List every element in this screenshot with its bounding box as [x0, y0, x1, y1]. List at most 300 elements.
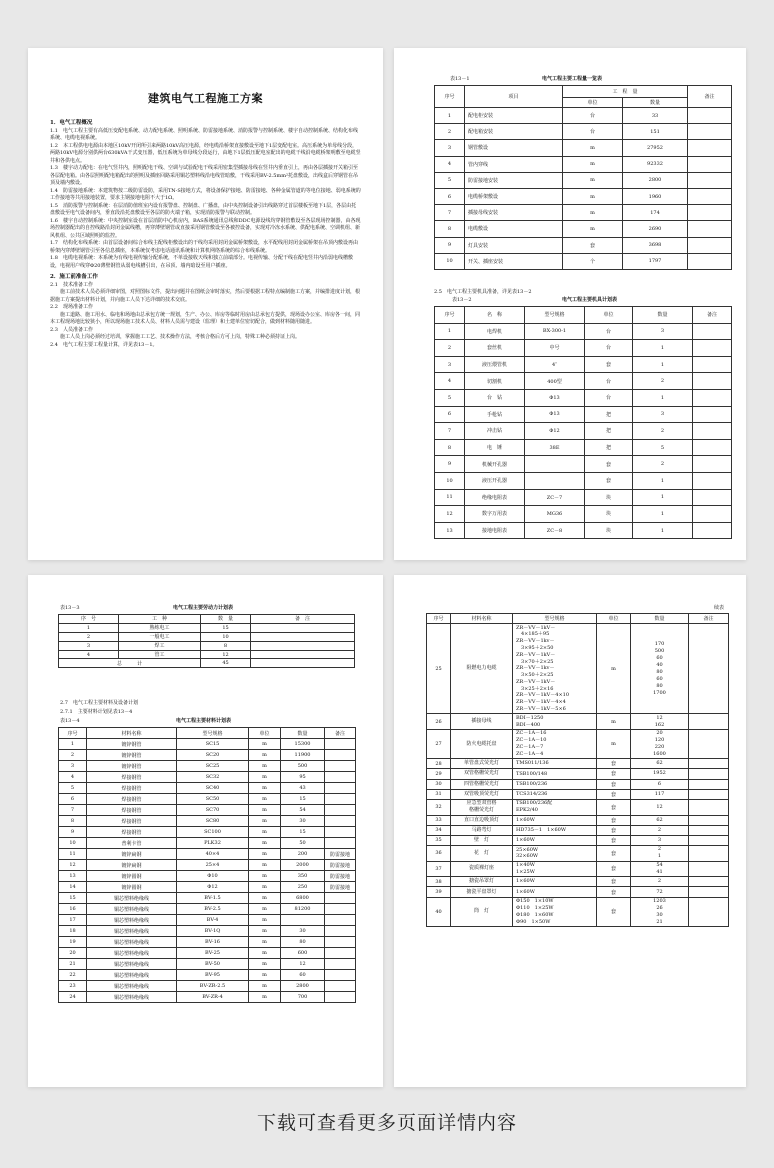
table-cell: 15: [201, 623, 251, 632]
table-cell: 一般电工: [119, 632, 201, 641]
table-cell: 数字万用表: [465, 506, 525, 523]
table-row: [59, 970, 356, 981]
table-continued: [426, 613, 729, 927]
table-row: [59, 882, 356, 893]
table-cell: 7: [435, 205, 465, 221]
table-row: [435, 140, 732, 156]
table-row: [435, 489, 732, 506]
table-cell: 块: [585, 522, 633, 539]
table-row: [435, 406, 732, 423]
table-cell: 2: [633, 373, 693, 390]
table-cell: [689, 624, 729, 714]
table-cell: 20: [59, 948, 87, 959]
table-cell: 液压煨管机: [465, 356, 525, 373]
table-cell: 熟练电工: [119, 623, 201, 632]
table-cell: 个: [563, 253, 623, 269]
section-text: 2.7 电气工程主要材料及设备计划: [60, 700, 138, 706]
table-cell: [325, 794, 356, 805]
table-cell: 6: [435, 406, 465, 423]
table-row: [59, 948, 356, 959]
table-row: [427, 769, 729, 779]
table-cell: 2: [435, 340, 465, 357]
table-cell: 冲击钻: [465, 423, 525, 440]
table-cell: m: [249, 827, 281, 838]
table-cell: 镀锌扁钢: [87, 860, 177, 871]
paragraph: 1.8 电缆电视系统：本系统为有线电视传输分配系统，不单设接收天线和独立前端部分。电视传输、分配干线在配电竖井内沿弱电线槽敷设，电视用户线穿Φ20薄壁钢管从弱电线槽引出，在吊顶、墙内暗设至用户插座。: [50, 255, 353, 269]
section-heading: 1．电气工程概况: [50, 120, 93, 126]
header-cell: 型号规格: [513, 614, 597, 624]
table-row: [435, 188, 732, 204]
table-cell: 铜芯塑料绝缘线: [87, 926, 177, 937]
table-cell: 170 500 60 40 80 60 80 1700: [631, 624, 689, 714]
table-cell: 12: [631, 799, 689, 815]
table-cell: 12 162: [631, 714, 689, 730]
table-cell: 铜芯塑料绝缘线: [87, 959, 177, 970]
table-cell: 铜芯塑料绝缘线: [87, 904, 177, 915]
table-13-4: [58, 727, 356, 1003]
paragraph: 1.5 消防报警与控制系统：在层消防值班室内设有报警盘、控制盘、广播盘，由中央控制设备引出线路穿过首层楼板至地下1层，各层由托盘敷设至电气设备间内，垂直段沿托盘敷设至各层的防火端子箱，实现消防报警与联动控制。: [50, 202, 357, 216]
table-cell: 花 灯: [451, 846, 513, 862]
table-cell: m: [249, 739, 281, 750]
header-cell: 名 称: [465, 307, 525, 324]
table-cell: 25×60W 32×60W: [513, 846, 597, 862]
table-cell: [693, 406, 732, 423]
table-cell: [689, 861, 729, 877]
table-cell: 30: [427, 779, 451, 789]
table-cell: 套: [597, 779, 631, 789]
table-cell: 钢管敷设: [465, 140, 563, 156]
table-cell: 33: [427, 815, 451, 825]
table-cell: 8: [59, 816, 87, 827]
paragraph: 1.7 结构化布线系统：由首层设备间综合布线主配线柜敷设出的干线均采用封闭金属桥架敷设，水平配线用封闭金属桥架在吊顶内敷设再由桥架内穿薄壁钢管引至各信息插座，本系统仅考虑电话通讯系统和计算机网络系统的综合布线系统。: [50, 240, 358, 254]
table-row: [427, 789, 729, 799]
total-label: 总 计: [59, 659, 201, 668]
table-cell: 防雷接地: [325, 849, 356, 860]
table-cell: [325, 959, 356, 970]
table-cell: m: [249, 838, 281, 849]
table-cell: m: [249, 849, 281, 860]
table-cell: BV-1.5: [177, 893, 249, 904]
table-cell: m: [249, 970, 281, 981]
table-row: [59, 641, 355, 650]
table-row: [435, 423, 732, 440]
table-cell: m: [249, 882, 281, 893]
table-cell: [688, 108, 732, 124]
table-cell: 62: [631, 815, 689, 825]
table-cell: 套: [597, 877, 631, 887]
table-cell: BV-ZR-2.5: [177, 981, 249, 992]
table-cell: 700: [281, 992, 325, 1003]
table-row: [435, 456, 732, 473]
header-cell: 序号: [59, 728, 87, 739]
table-cell: [325, 893, 356, 904]
table-cell: [325, 904, 356, 915]
table-cell: [325, 937, 356, 948]
table-row: [427, 729, 729, 758]
table-cell: m: [249, 871, 281, 882]
table-row: [427, 815, 729, 825]
table-cell: 92332: [623, 156, 688, 172]
table-cell: 配电箱安装: [465, 124, 563, 140]
table-cell: 9: [435, 456, 465, 473]
table-row: [59, 623, 355, 632]
table-cell: m: [249, 783, 281, 794]
table-cell: 2: [631, 877, 689, 887]
paragraph: 1.2 本工程供电电源由本地区10kV开闭所引来两路10kV高压电源，经电缆沿桥架直接敷设至地下1层变配电室。高压系统为单母线分段，两路10kV电源分别供两台630kVA干式变压器，低压系统为单母线分段运行，由地下1层低压配电室配出的电缆干线沿电缆桥架明敷至电缆竖井和各供电点。: [50, 142, 361, 164]
table-cell: 3: [633, 406, 693, 423]
table-row: [427, 759, 729, 769]
table-cell: 2 1: [631, 846, 689, 862]
table-cell: 23: [59, 981, 87, 992]
section-text: 2.7.1 主要材料计划见表13－4: [60, 709, 133, 715]
table-row: [435, 253, 732, 269]
table-cell: 13: [435, 522, 465, 539]
table-cell: m: [249, 860, 281, 871]
table-cell: 11: [435, 489, 465, 506]
table-cell: [693, 356, 732, 373]
table-cell: 2: [633, 456, 693, 473]
table-row: [59, 632, 355, 641]
table-cell: 块: [585, 489, 633, 506]
header-cell: 单位: [249, 728, 281, 739]
table-cell: 15: [281, 827, 325, 838]
table-cell: 27952: [623, 140, 688, 156]
table-cell: 14: [59, 882, 87, 893]
table-row: [427, 846, 729, 862]
table-cell: 台: [563, 108, 623, 124]
table-cell: 3: [435, 356, 465, 373]
table-row: [427, 714, 729, 730]
table-cell: 500: [281, 761, 325, 772]
table-13-2: [434, 306, 732, 539]
table-row: [59, 783, 356, 794]
table-cell: 6: [631, 779, 689, 789]
table-cell: 16: [59, 904, 87, 915]
table-cell: 1: [633, 506, 693, 523]
table-cell: 39: [427, 887, 451, 897]
table-cell: [251, 623, 355, 632]
table-cell: 7: [59, 805, 87, 816]
table-cell: BV-25: [177, 948, 249, 959]
table-cell: m: [563, 140, 623, 156]
table-cell: 6: [435, 188, 465, 204]
table-cell: 72: [631, 887, 689, 897]
table-cell: 25×4: [177, 860, 249, 871]
table-cell: 3: [435, 140, 465, 156]
table-cell: 1: [633, 522, 693, 539]
header-cell: 型号规格: [177, 728, 249, 739]
table-cell: 11: [59, 849, 87, 860]
table-cell: 配电柜安装: [465, 108, 563, 124]
table-cell: m: [563, 221, 623, 237]
header-cell: 单位: [597, 614, 631, 624]
table-cell: m: [249, 805, 281, 816]
table-cell: 2: [631, 825, 689, 835]
table-cell: 防雷接地: [325, 882, 356, 893]
table-row: [59, 650, 355, 659]
table-cell: [688, 237, 732, 253]
table-cell: [325, 838, 356, 849]
table-cell: 1×60W: [513, 835, 597, 845]
table-cell: 5: [435, 389, 465, 406]
table-cell: 4: [59, 650, 119, 659]
table-row: [59, 794, 356, 805]
table-cell: SC70: [177, 805, 249, 816]
table-cell: 1: [633, 356, 693, 373]
table-cell: 把: [585, 439, 633, 456]
table-cell: m: [249, 772, 281, 783]
paragraph: 1.6 楼宇自动控制系统：中央控制室设在首层消防中心机房内，BAS系统通讯总线和DDC电源设线均穿钢管敷设至各层现场控制器，由各现场控制器配出的自控线路沿封闭金属线槽，再穿薄壁钢管或直接采用钢管敷设至各被控设备，实现对冷冻水系统、供配电系统、空调机组、新风机组、公共区域照明的监控。: [50, 217, 361, 239]
table-cell: [689, 835, 729, 845]
table-cell: 液压开孔器: [465, 472, 525, 489]
table-cell: 22: [59, 970, 87, 981]
table-cell: 1797: [623, 253, 688, 269]
table-cell: [693, 323, 732, 340]
table-cell: 50: [281, 838, 325, 849]
table-cell: 套: [597, 897, 631, 926]
table-cell: 30: [281, 926, 325, 937]
table-cell: [325, 739, 356, 750]
table-cell: 电焊机: [465, 323, 525, 340]
header-cell: 序 号: [59, 615, 119, 624]
table-cell: 套: [597, 815, 631, 825]
table-cell: [689, 714, 729, 730]
table-cell: 镀锌圆钢: [87, 882, 177, 893]
table-cell: 双管吸顶荧光灯: [451, 789, 513, 799]
table-cell: 套: [597, 835, 631, 845]
table-cell: BV-1Q: [177, 926, 249, 937]
table-row: [435, 124, 732, 140]
table-cell: 1: [633, 472, 693, 489]
table-cell: 174: [623, 205, 688, 221]
table-row: [427, 887, 729, 897]
table-cell: [693, 340, 732, 357]
header-cell: 单位: [585, 307, 633, 324]
table-row: [59, 959, 356, 970]
header-cell: 备注: [693, 307, 732, 324]
table-row: [435, 221, 732, 237]
table-cell: 11900: [281, 750, 325, 761]
table-cell: 套: [597, 825, 631, 835]
table-cell: 套: [597, 759, 631, 769]
header-cell: 数量: [281, 728, 325, 739]
table-cell: 焊接钢管: [87, 827, 177, 838]
table-row: [59, 750, 356, 761]
table-row: [59, 772, 356, 783]
table-cell: 60: [281, 970, 325, 981]
table-cell: 2: [633, 423, 693, 440]
table-cell: 套: [597, 789, 631, 799]
table-cell: [689, 789, 729, 799]
table-cell: [693, 439, 732, 456]
table-cell: 1: [633, 489, 693, 506]
table-cell: 电 锤: [465, 439, 525, 456]
table-cell: 电缆桥架敷设: [465, 188, 563, 204]
paragraph: 1.1 电气工程主要有高低压变配电系统、动力配电系统、照明系统、防雷接地系统、消防报警与控制系统、楼宇自动控制系统、结构化布线系统、电缆电视系统。: [50, 127, 358, 141]
table-13-1: [434, 85, 732, 270]
table-row: [435, 237, 732, 253]
table-cell: 把: [585, 406, 633, 423]
table-cell: 7: [435, 423, 465, 440]
table-cell: 管工: [119, 650, 201, 659]
table-cell: [689, 759, 729, 769]
table-cell: 套: [585, 356, 633, 373]
table-cell: 手枪钻: [465, 406, 525, 423]
table-cell: BX-300-1: [525, 323, 585, 340]
table-cell: m: [249, 981, 281, 992]
table-cell: 6: [59, 794, 87, 805]
table-cell: 2800: [623, 172, 688, 188]
table-cell: 24: [59, 992, 87, 1003]
table-row: [427, 877, 729, 887]
table-cell: 18: [59, 926, 87, 937]
table-label: 表13－3: [60, 605, 80, 611]
table-cell: 插接母线: [451, 714, 513, 730]
table-cell: 套: [585, 472, 633, 489]
table-cell: [688, 188, 732, 204]
table-cell: [688, 156, 732, 172]
table-cell: HD735－1 1×60W: [513, 825, 597, 835]
document-page-2: [394, 48, 746, 560]
table-cell: 1952: [631, 769, 689, 779]
table-cell: 36: [427, 846, 451, 862]
table-row: [59, 904, 356, 915]
table-cell: 3: [59, 641, 119, 650]
paragraph: 2.2 现场准备工作: [50, 304, 93, 310]
table-row: [427, 799, 729, 815]
table-cell: 10: [435, 472, 465, 489]
table-row: [435, 323, 732, 340]
table-cell: 54: [281, 805, 325, 816]
table-cell: ZC－7: [525, 489, 585, 506]
paragraph: 2.1 技术准备工作: [50, 281, 93, 288]
table-cell: 8: [201, 641, 251, 650]
table-row: [59, 992, 356, 1003]
table-cell: 1: [59, 739, 87, 750]
paragraph: 施工道路、施工用水、临电和场地由总承包方统一规划，生产、办公、库房等临时用房由总承包方提供，现场设办公室、库房各一间，同本工程现场地比较狭小，所以现场施工技术人员、材料人员需与建设（监理）和土建单位密切配合，做到材料随用随进。: [50, 311, 361, 325]
table-cell: 12: [201, 650, 251, 659]
table-cell: SC15: [177, 739, 249, 750]
header-cell: 工 种: [119, 615, 201, 624]
table-cell: 1203 26 30 21: [631, 897, 689, 926]
table-cell: 套: [597, 887, 631, 897]
table-row: [435, 373, 732, 390]
table-row: [427, 624, 729, 714]
header-cell: 型号规格: [525, 307, 585, 324]
document-body: [50, 120, 361, 349]
table-cell: SC80: [177, 816, 249, 827]
header-cell: 工 程 量: [563, 86, 688, 98]
table-cell: [689, 877, 729, 887]
table-cell: Φ10: [177, 871, 249, 882]
table-cell: ZC－8: [525, 522, 585, 539]
document-page-3: [28, 575, 383, 1087]
header-cell: 数 量: [201, 615, 251, 624]
header-cell: 单位: [563, 98, 623, 108]
paragraph: 施工人员上岗必须经过培训，掌握施工工艺、技术操作方法，考核合格后方可上岗，特殊工种必须持证上岗。: [50, 334, 301, 340]
table-cell: 单管盘式荧光灯: [451, 759, 513, 769]
table-cell: m: [563, 205, 623, 221]
table-cell: BV-2.5: [177, 904, 249, 915]
footer-banner: 下载可查看更多页面详情内容: [256, 1112, 517, 1134]
table-cell: [693, 456, 732, 473]
document-page-1: [28, 48, 383, 560]
table-label: 表13－4: [60, 718, 80, 724]
table-cell: 直口直边吸顶灯: [451, 815, 513, 825]
table-cell: 防雷接地安装: [465, 172, 563, 188]
table-cell: MG36: [525, 506, 585, 523]
table-row: [435, 522, 732, 539]
table-cell: 2: [59, 632, 119, 641]
table-cell: [689, 799, 729, 815]
table-cell: 四管格栅荧光灯: [451, 779, 513, 789]
table-cell: 20 120 220 1600: [631, 729, 689, 758]
table-cell: [251, 659, 355, 668]
table-cell: [693, 389, 732, 406]
table-cell: BV-ZR-4: [177, 992, 249, 1003]
table-row: [59, 860, 356, 871]
table-row: [435, 340, 732, 357]
paragraph: 施工前技术人员必须详细审图，对照图标文件，提出问题并在图纸会审时落实，然后要根据工程特点编制施工方案，并编排进度计划，根据施工方案提出材料计划，并向施工人员下达详细的技术交底。: [50, 289, 361, 303]
table-header-row: [59, 615, 355, 624]
table-row: [59, 915, 356, 926]
table-cell: 29: [427, 769, 451, 779]
table-header-row: [427, 614, 729, 624]
table-cell: m: [249, 904, 281, 915]
table-row: [59, 926, 356, 937]
document-page-4: [394, 575, 746, 1087]
table-cell: 铜芯塑料绝缘线: [87, 893, 177, 904]
paragraph: 1.4 防雷接地系统：本建筑物按二级防雷设防，采用TN-S接地方式，将设备保护接地、防雷接地、各种金属管道的等电位接地、弱电系统的工作接地等共用接地装置，要求主钢接地电阻不大于1Ω。: [50, 187, 361, 201]
table-row: [427, 897, 729, 926]
table-row: [435, 506, 732, 523]
table-cell: [689, 815, 729, 825]
table-cell: 1: [435, 108, 465, 124]
table-cell: 铜芯塑料绝缘线: [87, 948, 177, 959]
table-cell: 镀锌钢管: [87, 739, 177, 750]
table-cell: [525, 456, 585, 473]
table-cell: 26: [427, 714, 451, 730]
table-cell: [688, 172, 732, 188]
table-cell: 电缆敷设: [465, 221, 563, 237]
table-cell: [688, 221, 732, 237]
table-cell: 37: [427, 861, 451, 877]
table-cell: m: [597, 729, 631, 758]
table-cell: 28: [427, 759, 451, 769]
table-cell: [689, 887, 729, 897]
table-cell: 27: [427, 729, 451, 758]
table-cell: 阻燃电力电缆: [451, 624, 513, 714]
table-cell: 12: [281, 959, 325, 970]
table-cell: 焊接钢管: [87, 816, 177, 827]
table-header-row: [435, 307, 732, 324]
table-cell: 1×60W: [513, 815, 597, 825]
table-cell: 镀锌钢管: [87, 761, 177, 772]
table-cell: 台: [585, 323, 633, 340]
table-cell: 搪瓷平盘罩灯: [451, 887, 513, 897]
table-cell: [325, 981, 356, 992]
table-cell: 43: [281, 783, 325, 794]
table-cell: 套: [597, 799, 631, 815]
table-cell: Φ13: [525, 389, 585, 406]
table-cell: 25: [427, 624, 451, 714]
table-cell: 套丝机: [465, 340, 525, 357]
table-cell: [689, 897, 729, 926]
table-row: [59, 761, 356, 772]
table-cell: 马路弯灯: [451, 825, 513, 835]
table-row: [435, 205, 732, 221]
table-row: [59, 981, 356, 992]
